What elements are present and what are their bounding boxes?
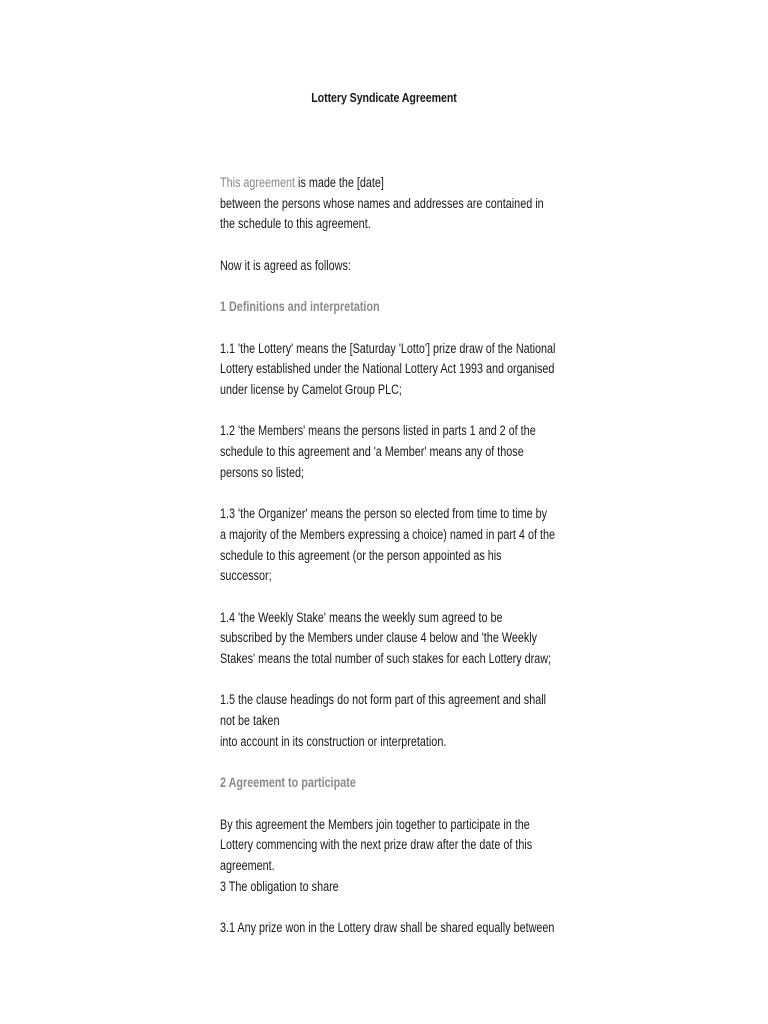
intro-parties: between the persons whose names and addresses are contained in the schedule to this agreement.	[220, 195, 544, 232]
clause-1-2: 1.2 'the Members' means the persons listed in parts 1 and 2 of the schedule to this agreement and 'a Member' means any of those persons so listed;	[220, 423, 536, 480]
agreed-statement: Now it is agreed as follows:	[220, 257, 351, 273]
section-2-heading: 2 Agreement to participate	[220, 775, 356, 791]
clause-1-4: 1.4 'the Weekly Stake' means the weekly sum agreed to be subscribed by the Members under clause 4 below and 'the Weekly Stakes' means the total number of such stakes for each Lottery draw;	[220, 609, 552, 667]
document-title: Lottery Syndicate Agreement	[311, 90, 457, 105]
section-3-heading: 3 The obligation to share	[220, 878, 339, 894]
document-body	[220, 173, 556, 939]
intro-lead: This agreement	[220, 175, 296, 190]
clause-1-5-continued: into account in its construction or interpretation.	[220, 733, 447, 749]
section-1-heading: 1 Definitions and interpretation	[220, 299, 380, 315]
clause-1-1: 1.1 'the Lottery' means the [Saturday 'Lotto'] prize draw of the National Lottery established under the National Lottery Act 1993 and organised under license by Camelot Group PLC;	[220, 340, 556, 397]
clause-2: By this agreement the Members join together to participate in the Lottery commencing with the next prize draw after the date of this agreement.	[220, 816, 533, 874]
clause-1-3: 1.3 'the Organizer' means the person so elected from time to time by a majority of the Members expressing a choice) named in part 4 of the schedule to this agreement (or the person appointed as his successor;	[220, 506, 555, 584]
intro-line	[220, 173, 556, 194]
clause-1-5: 1.5 the clause headings do not form part of this agreement and shall not be taken	[220, 692, 547, 729]
intro-rest: is made the [date]	[295, 175, 384, 190]
clause-3-1: 3.1 Any prize won in the Lottery draw shall be shared equally between	[220, 920, 555, 936]
